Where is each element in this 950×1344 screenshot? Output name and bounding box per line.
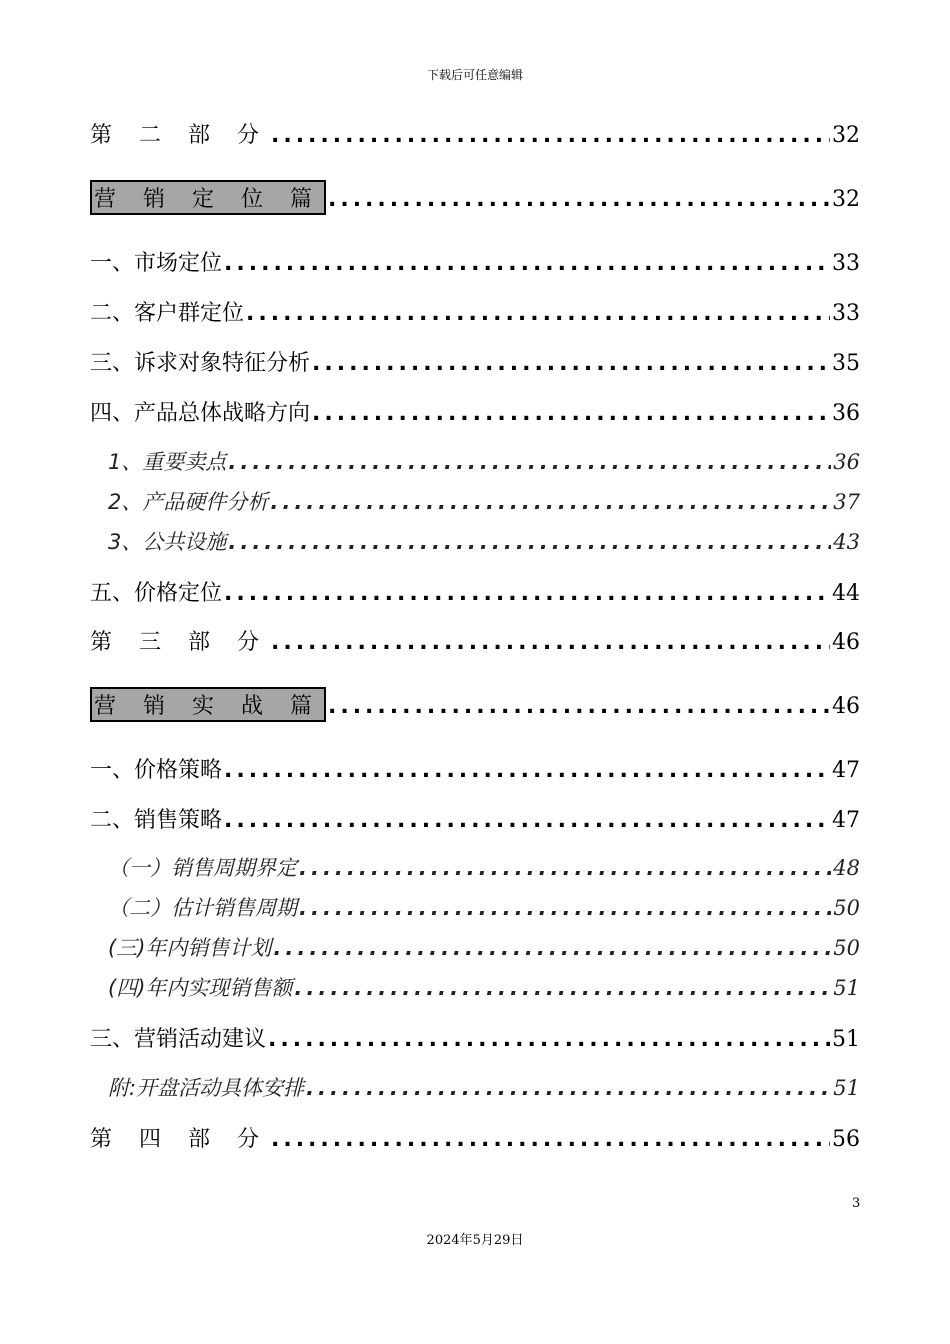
toc-entry-page: 56 [832,1127,860,1152]
toc-entry-label: 一、价格策略 [90,758,223,783]
toc-leader-dots [224,808,830,833]
toc-entry-positioning-section[interactable] [90,180,860,215]
toc-entry-page: 32 [832,123,860,148]
toc-entry-page: 47 [832,758,860,783]
toc-leader-dots [312,401,830,426]
toc-entry-practice-section[interactable] [90,687,860,722]
toc-entry-product-strategy[interactable] [90,396,860,427]
toc-entry-page: 37 [833,490,860,514]
toc-entry-marketing-activities[interactable] [90,1022,860,1053]
toc-entry-page: 51 [833,976,860,1000]
toc-entry-label: 五、价格定位 [90,581,223,606]
toc-leader-dots [312,351,830,376]
toc-entry-label: 营 销 实 战 篇 [90,687,326,722]
toc-leader-dots [228,450,831,474]
page-number: 3 [852,1196,861,1211]
toc-entry-label: (四)年内实现销售额 [108,976,293,1000]
toc-leader-dots [328,694,830,719]
toc-entry-page: 32 [832,187,860,212]
toc-entry-annual-plan[interactable] [108,932,860,962]
toc-entry-page: 43 [833,530,860,554]
toc-leader-dots [294,976,831,1000]
toc-leader-dots [299,896,831,920]
toc-entry-customer-positioning[interactable] [90,296,860,327]
toc-leader-dots [268,1027,830,1052]
toc-entry-page: 33 [832,301,860,326]
toc-entry-label: 三、诉求对象特征分析 [90,351,311,376]
toc-entry-page: 46 [832,630,860,655]
toc-entry-page: 48 [833,856,860,880]
toc-entry-page: 50 [833,936,860,960]
toc-leader-dots [224,251,830,276]
toc-entry-label: 一、市场定位 [90,251,223,276]
toc-entry-label: 二、客户群定位 [90,301,245,326]
toc-entry-label: 第 三 部 分 [90,630,269,655]
toc-entry-label: 二、销售策略 [90,808,223,833]
toc-entry-page: 50 [833,896,860,920]
page-header: 下载后可任意编辑 [426,68,523,82]
toc-entry-part-four[interactable] [90,1122,860,1153]
toc-entry-page: 51 [833,1076,860,1100]
toc-entry-label: 3、公共设施 [108,530,227,554]
toc-entry-label: 三、营销活动建议 [90,1027,267,1052]
toc-entry-page: 33 [832,251,860,276]
toc-entry-label: (三)年内销售计划 [108,936,272,960]
toc-entry-estimated-cycle[interactable] [108,892,860,922]
toc-entry-market-positioning[interactable] [90,246,860,277]
toc-entry-target-analysis[interactable] [90,346,860,377]
toc-entry-public-facilities[interactable] [108,526,860,556]
toc-entry-label: （一）销售周期界定 [108,856,297,880]
toc-entry-opening-activity[interactable] [108,1072,860,1102]
toc-entry-price-strategy[interactable] [90,753,860,784]
toc-leader-dots [228,530,831,554]
toc-entry-sales-strategy[interactable] [90,803,860,834]
toc-leader-dots [306,1076,831,1100]
toc-entry-page: 51 [832,1027,860,1052]
toc-entry-price-positioning[interactable] [90,576,860,607]
toc-leader-dots [246,301,830,326]
toc-leader-dots [299,856,831,880]
toc-entry-annual-sales[interactable] [108,972,860,1002]
toc-entry-label: 营 销 定 位 篇 [90,180,326,215]
toc-entry-label: 1、重要卖点 [108,450,227,474]
toc-entry-page: 35 [832,351,860,376]
toc-entry-part-two[interactable] [90,118,860,149]
toc-entry-page: 44 [832,581,860,606]
toc-entry-sales-cycle[interactable] [108,852,860,882]
toc-leader-dots [224,581,830,606]
toc-entry-hardware-analysis[interactable] [108,486,860,516]
toc-leader-dots [224,758,830,783]
toc-leader-dots [273,936,831,960]
toc-entry-page: 36 [832,401,860,426]
toc-entry-page: 46 [832,694,860,719]
toc-entry-key-selling-points[interactable] [108,446,860,476]
toc-entry-label: 附:开盘活动具体安排 [108,1076,305,1100]
page-footer-date: 2024年5月29日 [426,1233,524,1248]
toc-entry-label: 2、产品硬件分析 [108,490,269,514]
toc-entry-label: （二）估计销售周期 [108,896,297,920]
toc-leader-dots [271,630,830,655]
toc-entry-label: 第 四 部 分 [90,1127,269,1152]
toc-leader-dots [271,1127,830,1152]
toc-leader-dots [271,123,830,148]
toc-entry-label: 四、产品总体战略方向 [90,401,311,426]
toc-entry-page: 47 [832,808,860,833]
toc-entry-page: 36 [833,450,860,474]
toc-entry-label: 第 二 部 分 [90,123,269,148]
toc-leader-dots [270,490,831,514]
toc-entry-part-three[interactable] [90,625,860,656]
toc-leader-dots [328,187,830,212]
